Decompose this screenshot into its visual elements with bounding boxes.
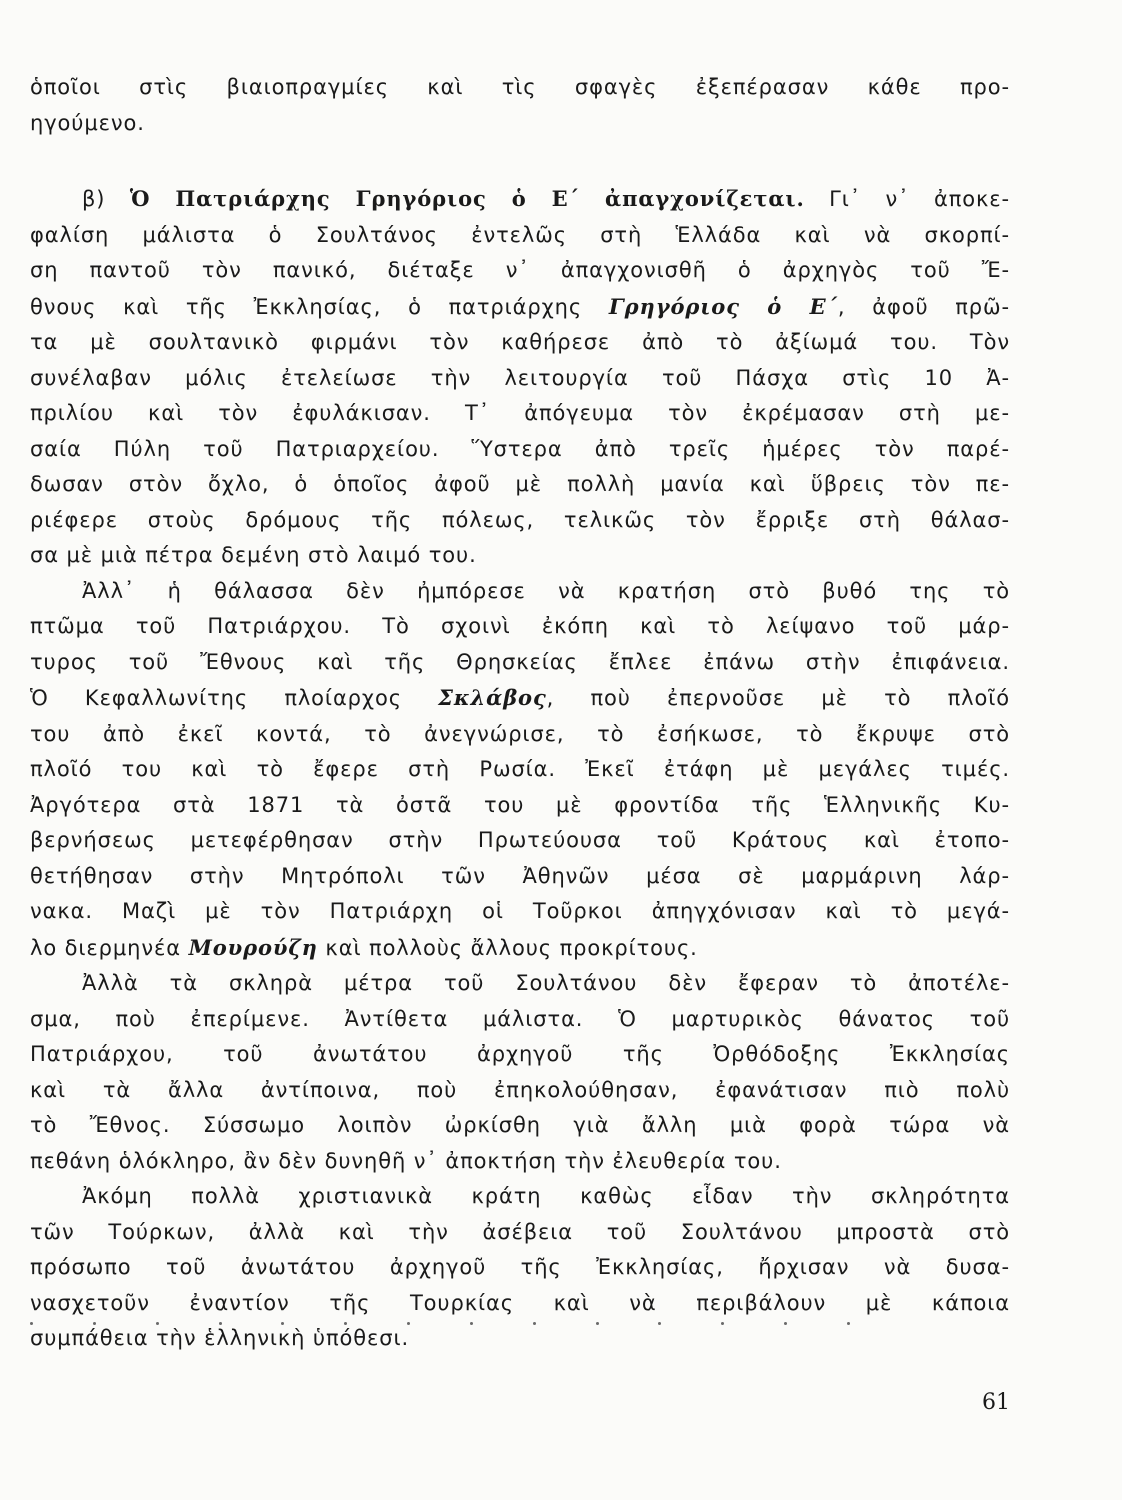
text-fragment: θνους καὶ τῆς Ἐκκλησίας, ὁ πατριάρχης bbox=[30, 294, 609, 319]
text-fragment: , ἀφοῦ πρῶ- bbox=[837, 294, 1011, 319]
dot bbox=[219, 1322, 222, 1325]
text-line: πριλίου καὶ τὸν ἐφυλάκισαν. Τ᾽ ἀπόγευμα τὸν ἐκρέμασαν στὴ με- bbox=[30, 401, 1010, 425]
dot bbox=[93, 1322, 96, 1325]
text-line: συνέλαβαν μόλις ἐτελείωσε τὴν λειτουργία τοῦ Πάσχα στὶς 10 Ἀ- bbox=[30, 365, 1010, 390]
heading-line-rest: Γι᾽ ν᾽ ἀποκε- bbox=[804, 187, 1010, 211]
text-line: φαλίση μάλιστα ὁ Σουλτάνος ἐντελῶς στὴ Ἑλλάδα καὶ νὰ σκορπί- bbox=[30, 222, 1010, 247]
text-fragment: , ποὺ ἐπερνοῦσε μὲ τὸ πλοῖό bbox=[546, 686, 1010, 710]
section-heading-line bbox=[30, 181, 1010, 218]
section-title: Ὁ Πατριάρχης Γρηγόριος ὁ Ε΄ ἀπαγχονίζεται. bbox=[129, 186, 805, 211]
text-line: πλοῖό του καὶ τὸ ἔφερε στὴ Ρωσία. Ἐκεῖ ἐτάφη μὲ μεγάλες τιμές. bbox=[30, 757, 1010, 781]
emphasized-name: Σκλάβος bbox=[438, 685, 547, 710]
text-line: τυρος τοῦ Ἔθνους καὶ τῆς Θρησκείας ἔπλεε ἐπάνω στὴν ἐπιφάνεια. bbox=[30, 649, 1010, 674]
text-fragment: καὶ πολλοὺς ἄλλους προκρίτους. bbox=[317, 935, 698, 960]
text-fragment: λο διερμηνέα bbox=[30, 935, 189, 960]
dotted-separator bbox=[30, 1322, 850, 1325]
text-line: σμα, ποὺ ἐπερίμενε. Ἀντίθετα μάλιστα. Ὁ μαρτυρικὸς θάνατος τοῦ bbox=[30, 1006, 1010, 1031]
emphasized-name: Μουρούζη bbox=[188, 934, 318, 960]
text-line: πεθάνη ὁλόκληρο, ἂν δὲν δυνηθῆ ν᾽ ἀποκτήση τὴν ἐλευθερία του. bbox=[30, 1148, 782, 1173]
text-line: ση παντοῦ τὸν πανικό, διέταξε ν᾽ ἀπαγχονισθῆ ὁ ἀρχηγὸς τοῦ Ἔ- bbox=[30, 258, 1010, 282]
dot bbox=[344, 1322, 347, 1325]
text-line: Ἀκόμη πολλὰ χριστιανικὰ κράτη καθὼς εἶδαν τὴν σκληρότητα bbox=[82, 1184, 1010, 1208]
dot bbox=[407, 1322, 410, 1325]
text-fragment: Ὁ Κεφαλλωνίτης πλοίαρχος bbox=[30, 686, 439, 710]
text-line: Ἀργότερα στὰ 1871 τὰ ὀστᾶ του μὲ φροντίδα τῆς Ἑλληνικῆς Κυ- bbox=[30, 792, 1010, 817]
text-line: τὸ Ἔθνος. Σύσσωμο λοιπὸν ὠρκίσθη γιὰ ἄλλη μιὰ φορὰ τώρα νὰ bbox=[30, 1113, 1010, 1137]
dot bbox=[30, 1322, 33, 1325]
emphasized-name: Γρηγόριος ὁ Ε΄ bbox=[608, 293, 838, 319]
text-line: Πατριάρχου, τοῦ ἀνωτάτου ἀρχηγοῦ τῆς Ὀρθόδοξης Ἐκκλησίας bbox=[30, 1042, 1010, 1066]
text-line: του ἀπὸ ἐκεῖ κοντά, τὸ ἀνεγνώρισε, τὸ ἐσήκωσε, τὸ ἔκρυψε στὸ bbox=[30, 721, 1010, 746]
page-number: 61 bbox=[982, 1390, 1010, 1415]
dot bbox=[596, 1322, 599, 1325]
text-line: θετήθησαν στὴν Μητρόπολι τῶν Ἀθηνῶν μέσα σὲ μαρμάρινη λάρ- bbox=[30, 863, 1010, 888]
dot bbox=[156, 1322, 159, 1325]
text-line bbox=[30, 930, 1010, 967]
text-line: ὁποῖοι στὶς βιαιοπραγμίες καὶ τὶς σφαγὲς ἐξεπέρασαν κάθε προ- bbox=[30, 75, 1010, 99]
dot bbox=[658, 1322, 661, 1325]
text-line: πτῶμα τοῦ Πατριάρχου. Τὸ σχοινὶ ἐκόπη καὶ τὸ λείψανο τοῦ μάρ- bbox=[30, 614, 1010, 638]
dot bbox=[281, 1322, 284, 1325]
text-line: δωσαν στὸν ὄχλο, ὁ ὁποῖος ἀφοῦ μὲ πολλὴ μανία καὶ ὕβρεις τὸν πε- bbox=[30, 472, 1010, 496]
text-line bbox=[30, 289, 1010, 326]
text-line: νασχετοῦν ἐναντίον τῆς Τουρκίας καὶ νὰ περιβάλουν μὲ κάποια bbox=[30, 1290, 1010, 1315]
text-line: Ἀλλ᾽ ἡ θάλασσα δὲν ἠμπόρεσε νὰ κρατήση στὸ βυθό της τὸ bbox=[82, 578, 1010, 603]
text-line: σα μὲ μιὰ πέτρα δεμένη στὸ λαιμό του. bbox=[30, 543, 477, 567]
dot bbox=[470, 1322, 473, 1325]
dot bbox=[533, 1322, 536, 1325]
text-line: βερνήσεως μετεφέρθησαν στὴν Πρωτεύουσα τοῦ Κράτους καὶ ἐτοπο- bbox=[30, 828, 1010, 852]
text-line: τα μὲ σουλτανικὸ φιρμάνι τὸν καθήρεσε ἀπὸ τὸ ἀξίωμά του. Τὸν bbox=[30, 330, 1010, 354]
text-line: νακα. Μαζὶ μὲ τὸν Πατριάρχη οἱ Τοῦρκοι ἀπηγχόνισαν καὶ τὸ μεγά- bbox=[30, 899, 1010, 923]
text-line: ριέφερε στοὺς δρόμους τῆς πόλεως, τελικῶς τὸν ἔρριξε στὴ θάλασ- bbox=[30, 507, 1010, 532]
dot bbox=[847, 1322, 850, 1325]
text-line: σαία Πύλη τοῦ Πατριαρχείου. Ὕστερα ἀπὸ τρεῖς ἡμέρες τὸν παρέ- bbox=[30, 436, 1010, 461]
text-line: καὶ τὰ ἄλλα ἀντίποινα, ποὺ ἐπηκολούθησαν, ἐφανάτισαν πιὸ πολὺ bbox=[30, 1077, 1010, 1102]
text-line: Ἀλλὰ τὰ σκληρὰ μέτρα τοῦ Σουλτάνου δὲν ἔφεραν τὸ ἀποτέλε- bbox=[82, 971, 1010, 995]
text-line: ηγούμενο. bbox=[30, 110, 145, 135]
text-line bbox=[30, 680, 1010, 717]
dot bbox=[721, 1322, 724, 1325]
text-line: πρόσωπο τοῦ ἀνωτάτου ἀρχηγοῦ τῆς Ἐκκλησίας, ἤρχισαν νὰ δυσα- bbox=[30, 1255, 1010, 1279]
dot bbox=[784, 1322, 787, 1325]
text-line: τῶν Τούρκων, ἀλλὰ καὶ τὴν ἀσέβεια τοῦ Σουλτάνου μπροστὰ στὸ bbox=[30, 1219, 1010, 1244]
section-label: β) bbox=[82, 187, 130, 211]
text-line: συμπάθεια τὴν ἑλληνικὴ ὑπόθεσι. bbox=[30, 1326, 410, 1350]
section-gap bbox=[30, 141, 1010, 181]
